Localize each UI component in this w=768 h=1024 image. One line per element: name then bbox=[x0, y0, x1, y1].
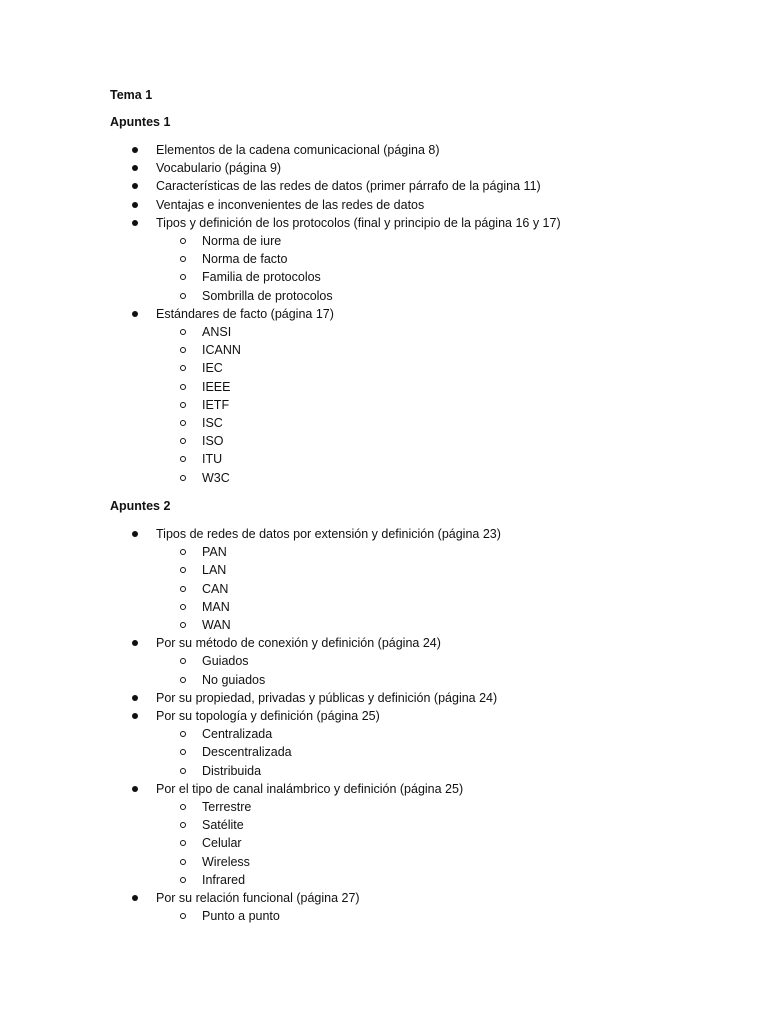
sub-bullet-marker bbox=[180, 804, 186, 810]
sub-bullet-marker bbox=[180, 475, 186, 481]
sub-bullet-marker bbox=[180, 438, 186, 444]
list-item: Por su método de conexión y definición (página 24) bbox=[156, 636, 441, 651]
sub-bullet-marker bbox=[180, 274, 186, 280]
list-item: Características de las redes de datos (primer párrafo de la página 11) bbox=[156, 179, 541, 194]
sub-list-item: IETF bbox=[202, 397, 230, 412]
sub-bullet-marker bbox=[180, 347, 186, 353]
sub-bullet-marker bbox=[180, 567, 186, 573]
bullet-marker bbox=[132, 640, 138, 646]
sub-bullet-marker bbox=[180, 677, 186, 683]
sub-bullet-marker bbox=[180, 549, 186, 555]
sub-bullet-marker bbox=[180, 293, 186, 299]
list-item: Por su relación funcional (página 27) bbox=[156, 891, 360, 905]
bullet-marker bbox=[132, 220, 138, 226]
sub-bullet-marker bbox=[180, 604, 186, 610]
sub-bullet-marker bbox=[180, 365, 186, 371]
sub-list-item: W3C bbox=[202, 470, 230, 485]
sub-bullet-marker bbox=[180, 329, 186, 335]
sub-list-item: ITU bbox=[202, 452, 223, 467]
list-item: Estándares de facto (página 17) bbox=[156, 306, 334, 321]
list-item: Por el tipo de canal inalámbrico y definición (página 25) bbox=[156, 781, 464, 796]
sub-bullet-marker bbox=[180, 768, 186, 774]
list-item: Por su propiedad, privadas y públicas y definición (página 24) bbox=[156, 690, 498, 705]
sub-list-item: Celular bbox=[202, 836, 242, 851]
sub-list-item: Wireless bbox=[202, 854, 250, 869]
sub-list-item: Satélite bbox=[202, 818, 244, 833]
list-item: Ventajas e inconvenientes de las redes de datos bbox=[156, 197, 425, 212]
sub-list-item: Sombrilla de protocolos bbox=[202, 288, 333, 303]
sub-list-item: Familia de protocolos bbox=[202, 270, 321, 285]
bullet-marker bbox=[132, 183, 138, 189]
tema-title: Tema 1 bbox=[110, 88, 153, 102]
sub-list-item: WAN bbox=[202, 618, 231, 632]
sub-list-item: ISO bbox=[202, 434, 224, 449]
sub-bullet-marker bbox=[180, 913, 186, 919]
sub-bullet-marker bbox=[180, 658, 186, 664]
sub-bullet-marker bbox=[180, 402, 186, 408]
bullet-marker bbox=[132, 202, 138, 208]
sub-list-item: CAN bbox=[202, 581, 229, 596]
sub-list-item: ICANN bbox=[202, 343, 241, 358]
list-item: Elementos de la cadena comunicacional (página 8) bbox=[156, 143, 440, 157]
sub-list-item: Norma de facto bbox=[202, 252, 288, 267]
sub-bullet-marker bbox=[180, 840, 186, 846]
bullet-marker bbox=[132, 713, 138, 719]
sub-bullet-marker bbox=[180, 256, 186, 262]
list-item: Por su topología y definición (página 25) bbox=[156, 709, 380, 723]
bullet-marker bbox=[132, 895, 138, 901]
sub-list-item: Punto a punto bbox=[202, 909, 280, 924]
sub-list-item: ANSI bbox=[202, 325, 232, 339]
sub-list-item: Norma de iure bbox=[202, 234, 282, 248]
bullet-marker bbox=[132, 311, 138, 317]
bullet-marker bbox=[132, 531, 138, 537]
sub-bullet-marker bbox=[180, 859, 186, 865]
sub-bullet-marker bbox=[180, 456, 186, 462]
sub-list-item: Descentralizada bbox=[202, 745, 292, 760]
sub-bullet-marker bbox=[180, 622, 186, 628]
bullet-marker bbox=[132, 786, 138, 792]
section-heading: Apuntes 2 bbox=[110, 499, 171, 513]
sub-bullet-marker bbox=[180, 822, 186, 828]
sub-list-item: No guiados bbox=[202, 672, 266, 687]
sub-list-item: MAN bbox=[202, 599, 230, 614]
sub-bullet-marker bbox=[180, 749, 186, 755]
sub-list-item: Infrared bbox=[202, 872, 246, 887]
list-item: Tipos de redes de datos por extensión y definición (página 23) bbox=[156, 527, 501, 541]
sub-list-item: IEEE bbox=[202, 379, 231, 394]
sub-list-item: PAN bbox=[202, 545, 227, 560]
list-item: Vocabulario (página 9) bbox=[156, 161, 282, 176]
sub-list-item: Distribuida bbox=[202, 763, 262, 778]
sub-bullet-marker bbox=[180, 731, 186, 737]
sub-list-item: Centralizada bbox=[202, 727, 273, 742]
bullet-marker bbox=[132, 165, 138, 171]
sub-bullet-marker bbox=[180, 586, 186, 592]
sub-bullet-marker bbox=[180, 877, 186, 883]
sub-list-item: IEC bbox=[202, 361, 223, 376]
bullet-marker bbox=[132, 147, 138, 153]
list-item: Tipos y definición de los protocolos (final y principio de la página 16 y 17) bbox=[156, 215, 561, 230]
section-heading: Apuntes 1 bbox=[110, 115, 171, 129]
sub-bullet-marker bbox=[180, 238, 186, 244]
sub-list-item: LAN bbox=[202, 563, 227, 578]
sub-list-item: Guiados bbox=[202, 654, 249, 669]
sub-bullet-marker bbox=[180, 420, 186, 426]
sub-list-item: ISC bbox=[202, 416, 223, 430]
bullet-marker bbox=[132, 695, 138, 701]
sub-list-item: Terrestre bbox=[202, 800, 252, 814]
sub-bullet-marker bbox=[180, 384, 186, 390]
